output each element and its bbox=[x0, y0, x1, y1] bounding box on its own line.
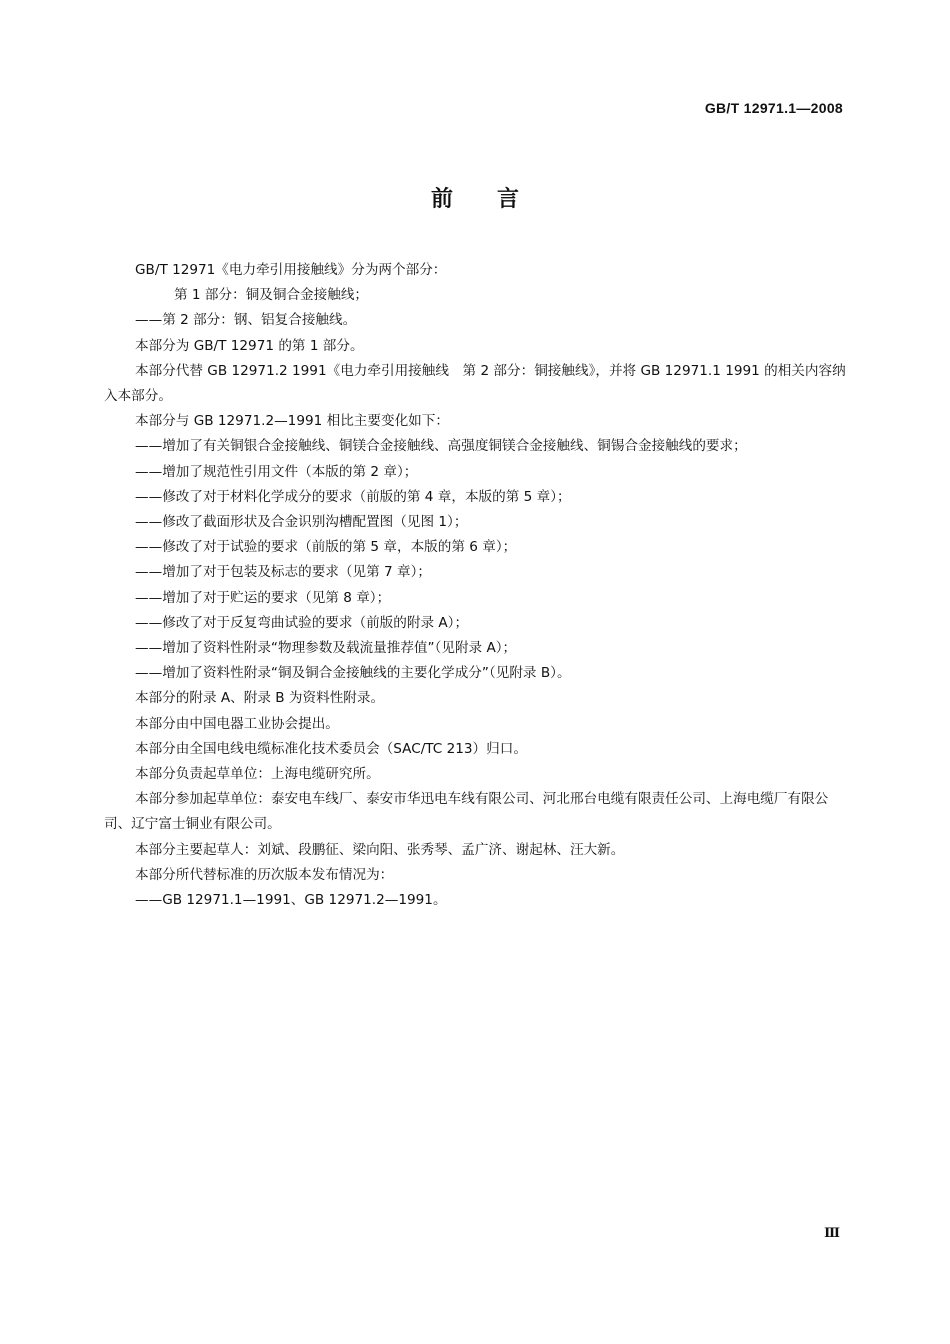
page-title: 前言 bbox=[430, 187, 563, 212]
page-number: Ⅲ bbox=[824, 1226, 840, 1241]
paragraph-proposed-by: 本部分由中国电器工业协会提出。 bbox=[135, 715, 339, 732]
standard-number: GB/T 12971.1—2008 bbox=[704, 100, 843, 116]
list-item-history: ——GB 12971.1—1991、GB 12971.2—1991。 bbox=[135, 892, 447, 909]
document-body bbox=[104, 258, 849, 913]
list-item-change: ——增加了对于包装及标志的要求（见第 7 章）； bbox=[135, 564, 431, 581]
paragraph-parts-intro: GB/T 12971《电力牵引用接触线》分为两个部分： bbox=[135, 262, 447, 278]
list-item-change: ——修改了对于试验的要求（前版的第 5 章，本版的第 6 章）； bbox=[135, 539, 517, 556]
list-item-change: ——修改了对于反复弯曲试验的要求（前版的附录 A）； bbox=[135, 614, 469, 631]
paragraph-committee: 本部分由全国电线电缆标准化技术委员会（SAC/TC 213）归口。 bbox=[135, 740, 527, 757]
list-item-change: ——增加了资料性附录“铜及铜合金接触线的主要化学成分”（见附录 B）。 bbox=[135, 665, 571, 682]
list-item-change: ——修改了对于材料化学成分的要求（前版的第 4 章，本版的第 5 章）； bbox=[135, 488, 571, 505]
list-item-part1: 第 1 部分：铜及铜合金接触线； bbox=[174, 287, 369, 304]
paragraph-appendix: 本部分的附录 A、附录 B 为资料性附录。 bbox=[135, 690, 385, 707]
paragraph-drafters: 本部分主要起草人：刘斌、段鹏征、梁向阳、张秀琴、孟广济、谢起林、汪大新。 bbox=[135, 841, 625, 858]
paragraph-changes-intro: 本部分与 GB 12971.2—1991 相比主要变化如下： bbox=[135, 413, 449, 430]
list-item-part2: ——第 2 部分：钢、铝复合接触线。 bbox=[135, 312, 357, 329]
list-item-change: ——修改了截面形状及合金识别沟槽配置图（见图 1）； bbox=[135, 514, 468, 531]
list-item-change: ——增加了有关铜银合金接触线、铜镁合金接触线、高强度铜镁合金接触线、铜锡合金接触线的要求； bbox=[135, 438, 747, 455]
paragraph-history: 本部分所代替标准的历次版本发布情况为： bbox=[135, 866, 394, 883]
paragraph-replaces: 本部分代替 GB 12971.2 1991《电力牵引用接触线 第 2 部分：铜接触线》，并将 GB 12971.1 1991 的相关内容纳入本部分。 bbox=[104, 362, 846, 405]
paragraph-this-part: 本部分为 GB/T 12971 的第 1 部分。 bbox=[135, 337, 364, 354]
paragraph-lead-drafter: 本部分负责起草单位：上海电缆研究所。 bbox=[135, 766, 380, 783]
list-item-change: ——增加了对于贮运的要求（见第 8 章）； bbox=[135, 589, 391, 606]
paragraph-participants: 本部分参加起草单位：泰安电车线厂、泰安市华迅电车线有限公司、河北邢台电缆有限责任公司、上海电缆厂有限公司、辽宁富士铜业有限公司。 bbox=[104, 791, 829, 833]
list-item-change: ——增加了规范性引用文件（本版的第 2 章）； bbox=[135, 463, 418, 480]
list-item-change: ——增加了资料性附录“物理参数及载流量推荐值”（见附录 A）； bbox=[135, 640, 517, 657]
